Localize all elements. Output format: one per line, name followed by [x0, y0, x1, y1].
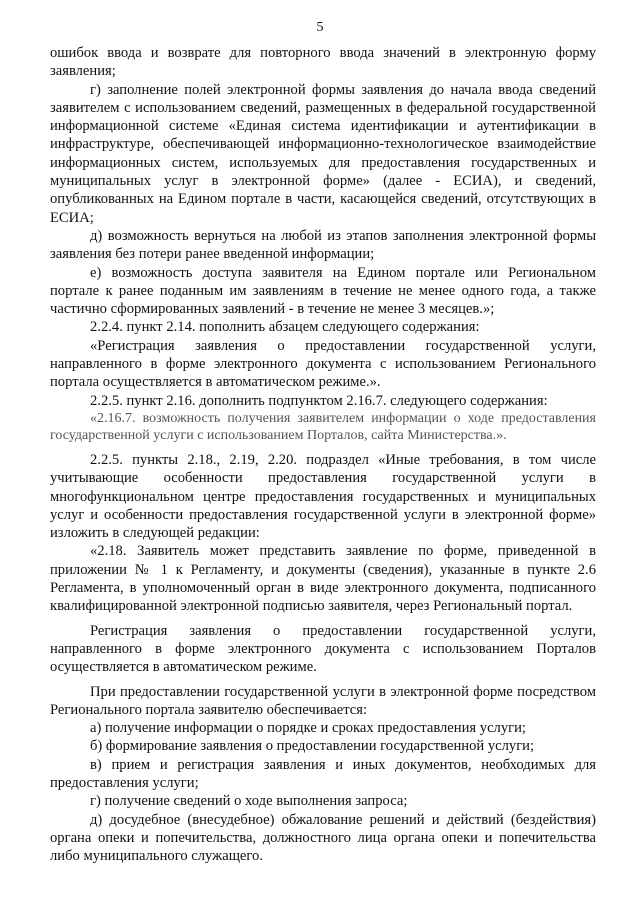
paragraph: е) возможность доступа заявителя на Едином портале или Региональном портале к ранее поданным им заявлениям в течение не менее одного года, а также частично сформированных заявлений - в течение не менее 3 месяцев.»;: [50, 264, 596, 318]
paragraph: д) возможность вернуться на любой из этапов заполнения электронной формы заявления без потери ранее введенной информации;: [50, 227, 596, 263]
list-item: д) досудебное (внесудебное) обжалование решений и действий (бездействия) органа опеки и попечительства, должностного лица органа опеки и попечительства либо муниципального служащего.: [50, 811, 596, 865]
list-item: а) получение информации о порядке и сроках предоставления услуги;: [90, 720, 526, 737]
paragraph: ошибок ввода и возврате для повторного ввода значений в электронную форму заявления;: [50, 45, 596, 80]
list-item: г) получение сведений о ходе выполнения запроса;: [90, 793, 408, 810]
list-item: б) формирование заявления о предоставлении государственной услуги;: [90, 738, 535, 755]
paragraph: «Регистрация заявления о предоставлении государственной услуги, направленного в форме электронного документа с использованием Регионального портала осуществляется в автоматическом режиме.».: [50, 337, 596, 391]
list-item: в) прием и регистрация заявления и иных документов, необходимых для предоставления услуги;: [50, 756, 596, 791]
paragraph: Регистрация заявления о предоставлении государственной услуги, направленного в форме электронного документа с использованием Порталов осуществляется в автоматическом режиме.: [50, 622, 596, 676]
paragraph: 2.2.5. пункт 2.16. дополнить подпунктом 2.16.7. следующего содержания:: [90, 392, 548, 409]
paragraph: «2.18. Заявитель может представить заявление по форме, приведенной в приложении № 1 к Регламенту, и документы (сведения), указанные в пункте 2.6 Регламента, в уполномоченный орган в виде электронного документа, подписанного квалифицированной электронной подписью заявителя, через Региональный портал.: [50, 543, 596, 615]
paragraph: г) заполнение полей электронной формы заявления до начала ввода сведений заявителем с использованием сведений, размещенных в федеральной государственной информационной системе «Единая система идентификации и аутентификации в инфраструктуре, обеспечивающей информационно-технологическое взаимодействие информационных систем, используемых для предоставления государственных и муниципальных услуг в электронной форме» (далее - ЕСИА), и сведений, опубликованных на Едином портале в части, касающейся сведений, отсутствующих в ЕСИА;: [50, 81, 596, 226]
paragraph: При предоставлении государственной услуги в электронной форме посредством Регионального портала заявителю обеспечивается:: [50, 683, 596, 718]
paragraph-faded: «2.16.7. возможность получения заявителем информации о ходе предоставления государственной услуги с использованием Порталов, сайта Министерства.».: [50, 410, 596, 444]
paragraph: 2.2.5. пункты 2.18., 2.19, 2.20. подраздел «Иные требования, в том числе учитывающие особенности предоставления государственной услуги в многофункциональном центре предоставления государственных и муниципальных услуг и особенности предоставления государственной услуги в электронной форме» изложить в следующей редакции:: [50, 451, 596, 542]
page-number: 5: [316, 20, 324, 35]
paragraph: 2.2.4. пункт 2.14. пополнить абзацем следующего содержания:: [90, 319, 480, 336]
document-body: [50, 44, 596, 865]
